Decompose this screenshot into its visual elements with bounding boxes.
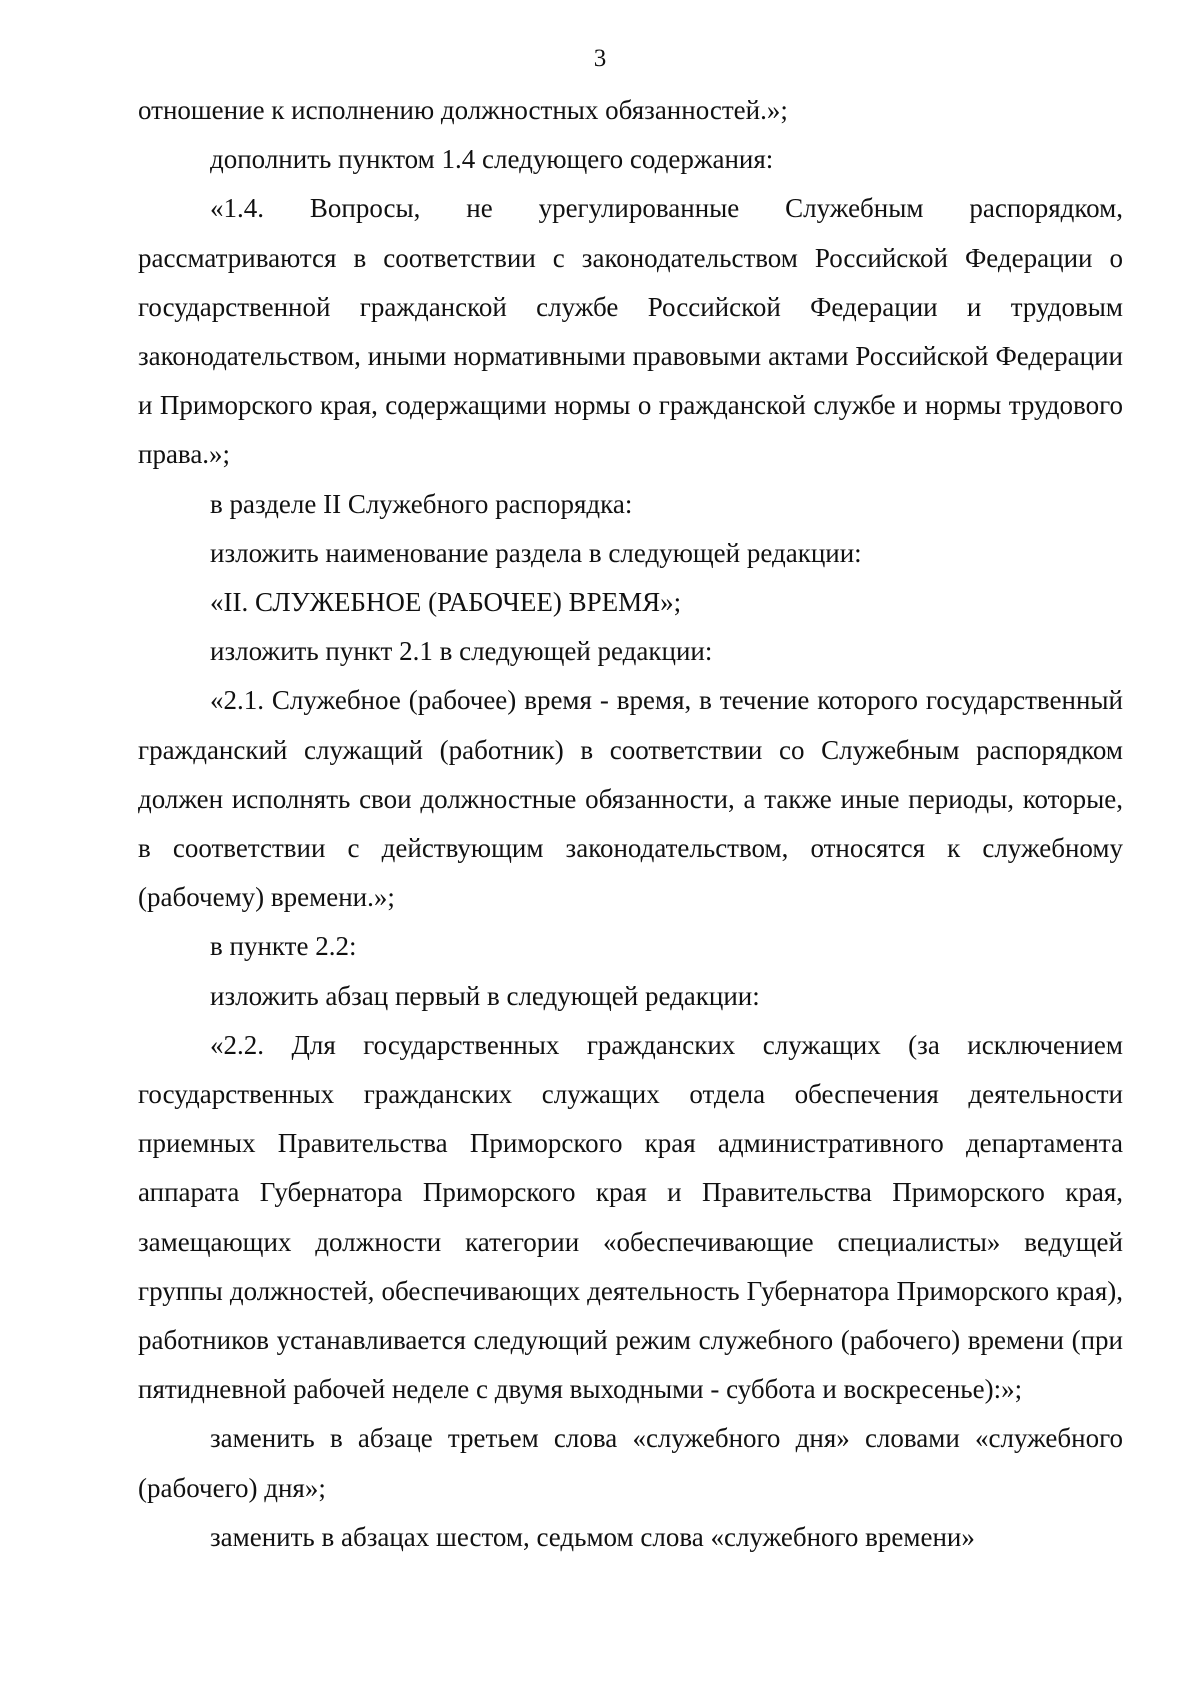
paragraph-point-2-1-instruction: изложить пункт 2.1 в следующей редакции: (210, 636, 713, 667)
paragraph-point-2-2: в пункте 2.2: (210, 931, 357, 962)
paragraph-continuation: отношение к исполнению должностных обязанностей.»; (138, 95, 788, 125)
paragraph-section-title: «II. СЛУЖЕБНОЕ (РАБОЧЕЕ) ВРЕМЯ»; (210, 587, 682, 618)
paragraph-replace-third-abzats: заменить в абзаце третьем слова «служебного дня» словами «служебного (рабочего) дня»; (138, 1423, 1123, 1503)
paragraph-replace-sixth-seventh: заменить в абзацах шестом, седьмом слова «служебного времени» (210, 1521, 975, 1552)
paragraph-point-2-2-text: «2.2. Для государственных гражданских служащих (за исключением государственных гражданских служащих отдела обеспечения деятельности приемных Правительства Приморского края административного департамента аппарата Губернатора Приморского края и Правительства Приморского края, замещающих должности категории «обеспечивающие специалисты» ведущей группы должностей, обеспечивающих деятельность Губернатора Приморского края), работников устанавливается следующий режим служебного (рабочего) времени (при пятидневной рабочей неделе с двумя выходными - суббота и воскресенье):»; (138, 1029, 1123, 1405)
paragraph-section-title-instruction: изложить наименование раздела в следующей редакции: (210, 537, 862, 568)
paragraph-section-ii: в разделе II Служебного распорядка: (210, 488, 633, 519)
paragraph-point-2-1-text: «2.1. Служебное (рабочее) время - время, в течение которого государственный гражданский служащий (работник) в соответствии со Служебным распорядком должен исполнять свои должностные обязанности, а также иные периоды, которые, в соответствии с действующим законодательством, относятся к служебному (рабочему) времени.»; (138, 685, 1123, 913)
page-number: 3 (593, 45, 607, 72)
document-body (138, 86, 1123, 1562)
paragraph-add-point-1-4: дополнить пунктом 1.4 следующего содержания: (210, 144, 774, 175)
paragraph-point-1-4-text: «1.4. Вопросы, не урегулированные Служебным распорядком, рассматриваются в соответствии с законодательством Российской Федерации о государственной гражданской службе Российской Федерации и трудовым законодательством, иными нормативными правовыми актами Российской Федерации и Приморского края, содержащими нормы о гражданской службе и нормы трудового права.»; (138, 193, 1123, 470)
paragraph-first-abzats-instruction: изложить абзац первый в следующей редакции: (210, 980, 760, 1011)
